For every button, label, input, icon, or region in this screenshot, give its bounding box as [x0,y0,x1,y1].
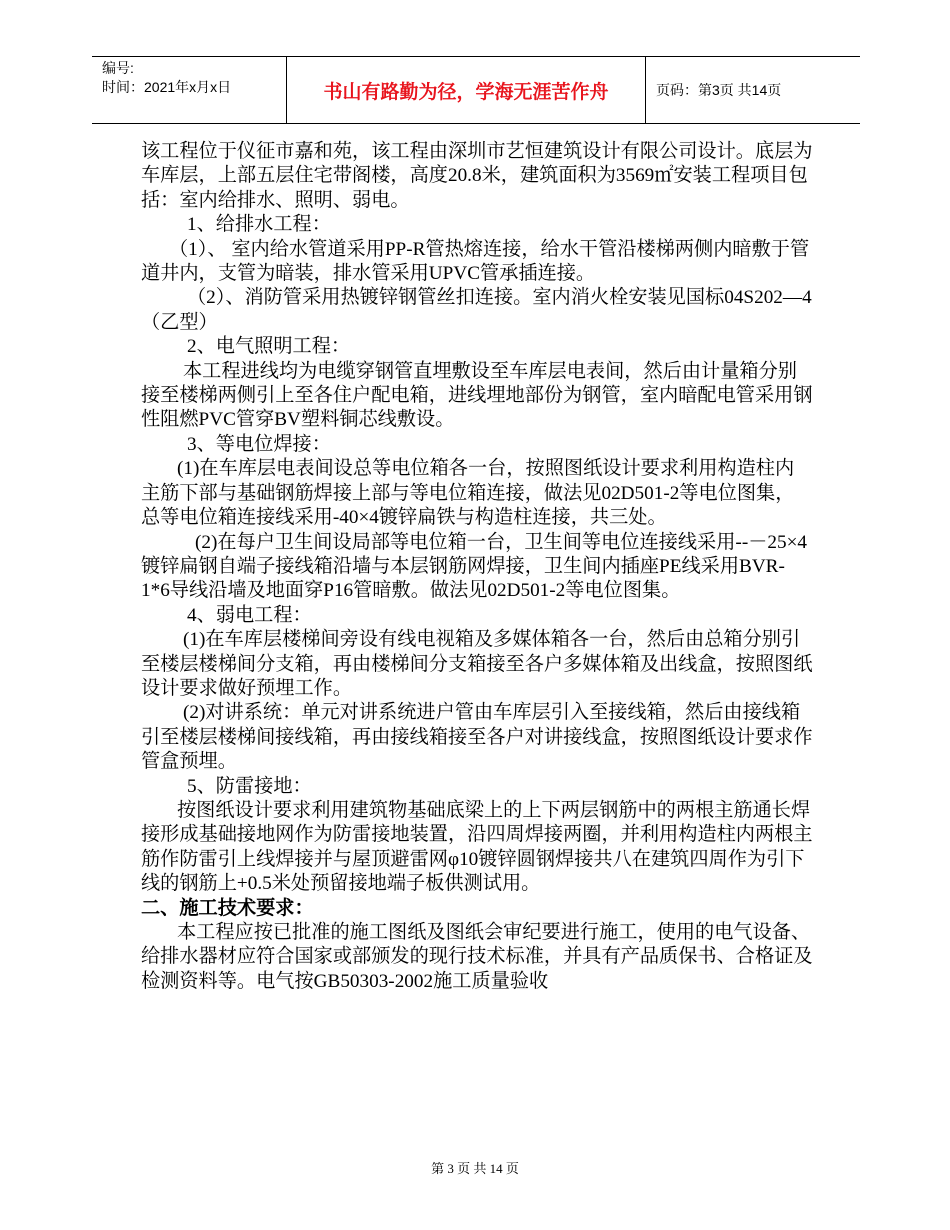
motto: 书山有路勤为径，学海无涯苦作舟 [286,57,646,123]
paragraph: 按图纸设计要求利用建筑物基础底梁上的上下两层钢筋中的两根主筋通长焊接形成基础接地网作为防雷接地装置，沿四周焊接两圈，并利用构造柱内两根主筋作防雷引上线焊接并与屋顶避雷网φ10镀锌圆钢焊接共八在建筑四周作为引下线的钢筋上+0.5米处预留接地端子板供测试用。 [141,799,813,895]
page-footer: 第 3 页 共 14 页 [431,1161,519,1176]
section-heading: 二、施工技术要求： [141,897,314,919]
time-label: 时间：2021年x月x日 [102,79,232,95]
document-body [141,140,813,994]
number-label: 编号: [102,60,134,76]
paragraph: 该工程位于仪征市嘉和苑，该工程由深圳市艺恒建筑设计有限公司设计。底层为车库层，上部五层住宅带阁楼，高度20.8米，建筑面积为3569㎡安装工程项目包括：室内给排水、照明、弱电。 [141,141,813,211]
paragraph: 本工程进线均为电缆穿钢管直埋敷设至车库层电表间，然后由计量箱分别接至楼梯两侧引上至各住户配电箱，进线埋地部份为钢管，室内暗配电管采用钢性阻燃PVC管穿BV塑料铜芯线敷设。 [141,360,813,431]
paragraph: (2)对讲系统：单元对讲系统进户管由车库层引入至接线箱，然后由接线箱引至楼层楼梯间接线箱，再由接线箱接至各户对讲接线盒，按照图纸设计要求作管盒预埋。 [141,702,813,773]
paragraph: 4、弱电工程： [187,604,312,626]
paragraph: 2、电气照明工程： [187,336,351,358]
page-info: 页码：第3页 共14页 [656,82,782,98]
paragraph: 3、等电位焊接： [187,433,331,455]
paragraph: (1)在车库层电表间设总等电位箱各一台，按照图纸设计要求利用构造柱内主筋下部与基础钢筋焊接上部与等电位箱连接，做法见02D501-2等电位图集，总等电位箱连接线采用-40×4镀锌扁铁与构造柱连接，共三处。 [141,458,795,529]
paragraph: 5、防雷接地： [187,775,312,797]
paragraph: 本工程应按已批准的施工图纸及图纸会审纪要进行施工，使用的电气设备、给排水器材应符合国家或部颁发的现行技术标准，并具有产品质保书、合格证及检测资料等。电气按GB50303-2002施工质量验收 [141,922,813,992]
paragraph: 1、给排水工程： [187,214,331,236]
paragraph: （1）、 室内给水管道采用PP-R管热熔连接，给水干管沿楼梯两侧内暗敷于管道井内，支管为暗装，排水管采用UPVC管承插连接。 [141,238,810,285]
paragraph: (1)在车库层楼梯间旁设有线电视箱及多媒体箱各一台，然后由总箱分别引至楼层楼梯间分支箱，再由楼梯间分支箱接至各户多媒体箱及出线盒，按照图纸设计要求做好预埋工作。 [141,629,813,699]
header-info [92,57,286,123]
page-header [92,56,860,124]
paragraph: (2)在每户卫生间设局部等电位箱一台，卫生间等电位连接线采用--－25×4镀锌扁钢自端子接线箱沿墙与本层钢筋网焊接，卫生间内插座PE线采用BVR-1*6导线沿墙及地面穿P16管暗敷。做法见02D501-2等电位图集。 [141,531,808,602]
paragraph: （2）、消防管采用热镀锌钢管丝扣连接。室内消火栓安装见国标04S202—4（乙型） [141,287,812,333]
